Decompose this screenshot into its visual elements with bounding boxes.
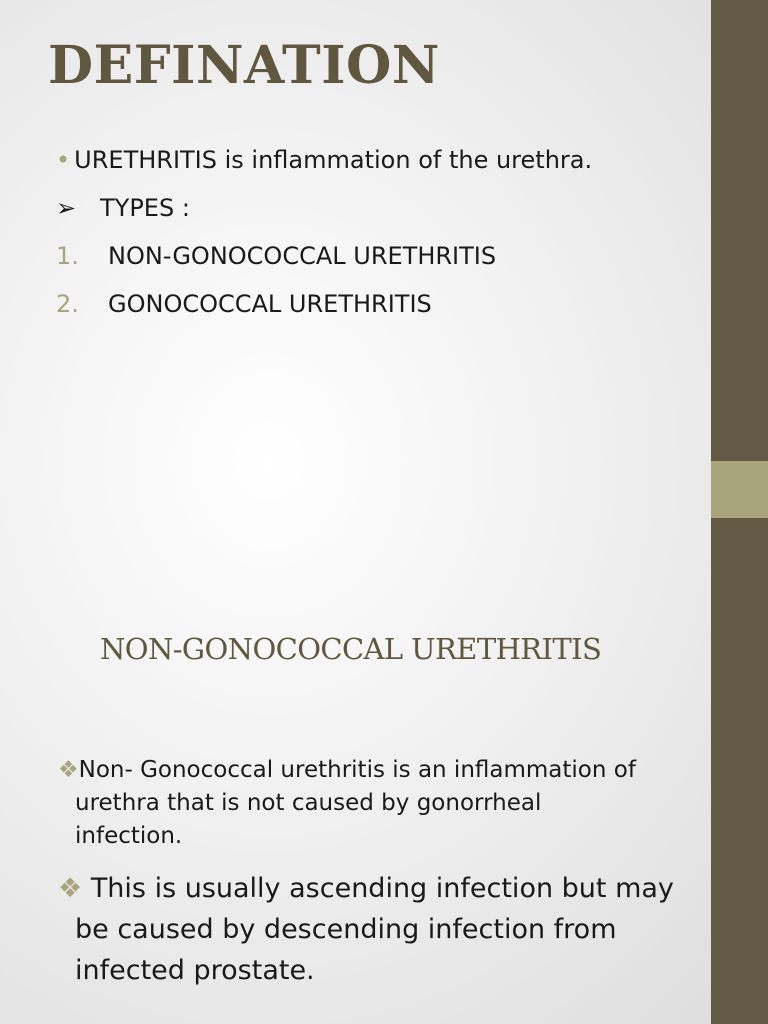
list-number: 1.: [56, 242, 79, 270]
definition-line: [56, 146, 592, 175]
list-item-label: GONOCOCCAL URETHRITIS: [108, 290, 432, 318]
diamond-bullet-icon: ❖: [58, 873, 83, 904]
list-item: [56, 290, 432, 319]
page-title: DEFINATION: [48, 35, 440, 96]
list-item-label: NON-GONOCOCCAL URETHRITIS: [108, 242, 497, 270]
paragraph-1-line-3: infection.: [75, 823, 183, 849]
paragraph-1-line-1: Non- Gonococcal urethritis is an inflammation of: [78, 757, 636, 783]
arrow-bullet-icon: ➢: [56, 194, 77, 222]
types-line: [56, 194, 190, 223]
paragraph-1-line-2: urethra that is not caused by gonorrheal: [75, 790, 542, 816]
paragraph-2-line-1: This is usually ascending infection but may: [90, 873, 674, 904]
list-number: 2.: [56, 290, 79, 318]
paragraph-2: [58, 868, 698, 991]
sidebar-accent-block: [711, 461, 768, 518]
bullet-dot-icon: •: [56, 146, 71, 174]
diamond-bullet-icon: ❖: [58, 757, 79, 783]
paragraph-1: [58, 754, 698, 853]
section-title: NON-GONOCOCCAL URETHRITIS: [100, 632, 602, 666]
list-item: [56, 242, 496, 271]
types-label: TYPES :: [100, 194, 190, 222]
definition-text: URETHRITIS is inflammation of the urethra.: [74, 146, 593, 174]
paragraph-2-line-2: be caused by descending infection from: [75, 914, 617, 945]
paragraph-2-line-3: infected prostate.: [75, 955, 315, 986]
